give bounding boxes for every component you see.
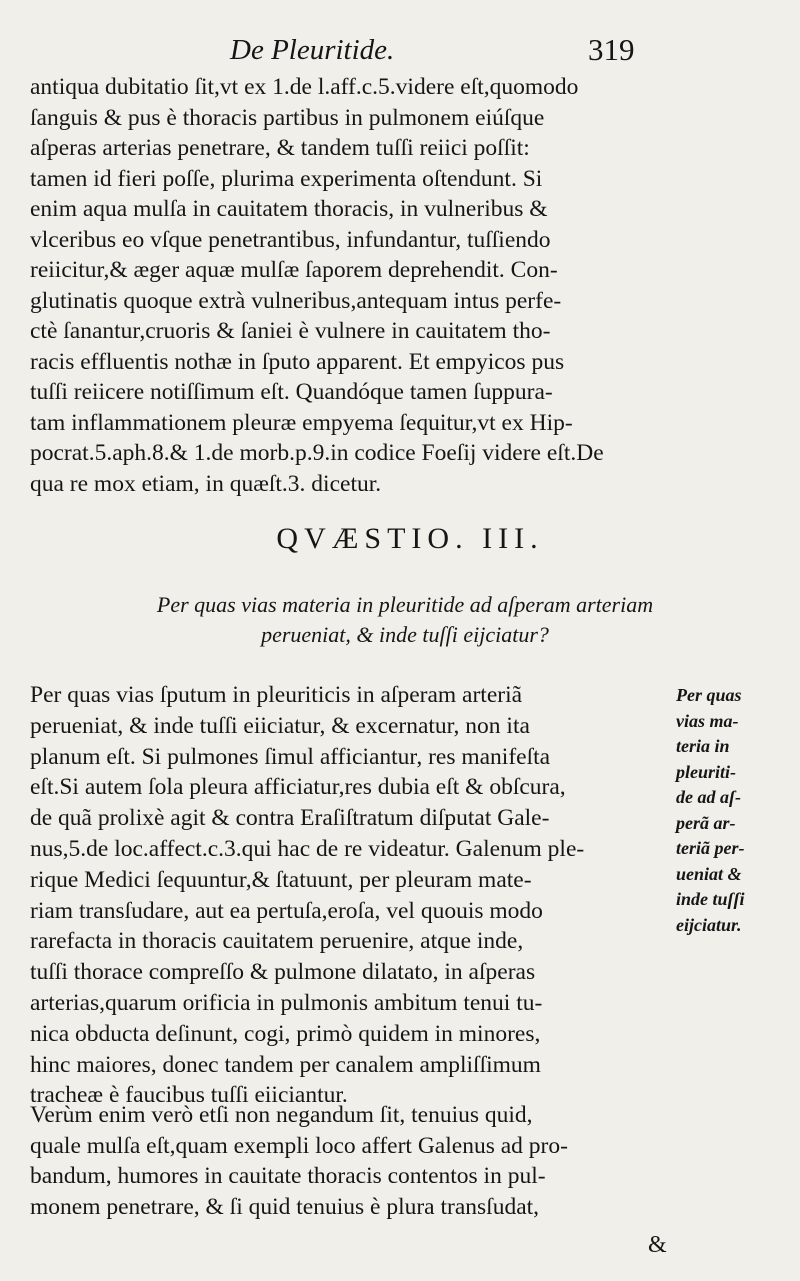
text-line: ſanguis & pus è thoracis partibus in pulmonem eiúſque <box>30 104 545 131</box>
text-line: arterias,quarum orificia in pulmonis ambitum tenui tu- <box>30 989 543 1016</box>
text-line: quale mulſa eſt,quam exempli loco affert Galenus ad pro- <box>30 1132 568 1159</box>
text-line: qua re mox etiam, in quæſt.3. dicetur. <box>30 470 382 497</box>
text-line: de quã prolixè agit & contra Eraſiſtratum diſputat Gale- <box>30 805 550 832</box>
text-line: tam inflammationem pleuræ empyema ſequitur,vt ex Hip- <box>30 409 573 436</box>
text-line: planum eſt. Si pulmones ſimul afficiantur, res manifeſta <box>30 743 551 770</box>
question-subtitle <box>0 590 800 650</box>
text-line: hinc maiores, donec tandem per canalem ampliſſimum <box>30 1051 541 1078</box>
catchword: & <box>648 1232 667 1258</box>
text-line: rarefacta in thoracis cauitatem peruenire, atque inde, <box>30 928 524 955</box>
text-line: racis effluentis nothæ in ſputo apparent. Et empyicos pus <box>30 348 565 375</box>
margin-note-line: pleuriti- <box>676 761 737 782</box>
margin-note-line: inde tuſſi <box>676 889 745 909</box>
text-line: nus,5.de loc.affect.c.3.qui hac de re videatur. Galenum ple- <box>30 835 585 862</box>
text-line: pocrat.5.aph.8.& 1.de morb.p.9.in codice Foeſij videre eſt.De <box>30 440 604 466</box>
margin-note-line: teriã per- <box>676 838 745 858</box>
text-line: aſperas arterias penetrare, & tandem tuſſi reiici poſſit: <box>30 135 530 161</box>
subtitle-line: Per quas vias materia in pleuritide ad aſperam arteriam <box>156 592 654 617</box>
text-line: perueniat, & inde tuſſi eiiciatur, & excernatur, non ita <box>30 712 530 739</box>
text-line: Per quas vias ſputum in pleuriticis in aſperam arteriã <box>30 682 523 708</box>
text-line: tamen id fieri poſſe, plurima experimenta oſtendunt. Si <box>30 165 543 192</box>
text-line: bandum, humores in cauitate thoracis contentos in pul- <box>30 1163 546 1189</box>
margin-note <box>676 683 791 938</box>
margin-note-line: vias ma- <box>676 710 739 731</box>
paragraph-1 <box>30 72 670 499</box>
text-line: riam transſudare, aut ea pertuſa,eroſa, vel quouis modo <box>30 897 543 924</box>
margin-note-line: de ad aſ- <box>676 787 741 807</box>
text-line: antiqua dubitatio ſit,vt ex 1.de l.aff.c.5.videre eſt,quomodo <box>30 74 579 100</box>
question-heading: QVÆSTIO. III. <box>276 522 544 555</box>
margin-note-line: eijciatur. <box>676 914 742 935</box>
margin-note-line: Per quas <box>676 685 742 705</box>
subtitle-line: perueniat, & inde tuſſi eijciatur? <box>261 622 549 647</box>
text-line: Verùm enim verò etſi non negandum ſit, tenuius quid, <box>30 1102 533 1128</box>
paragraph-3 <box>30 1100 670 1222</box>
text-line: tracheæ è faucibus tuſſi eiiciantur. <box>30 1082 348 1109</box>
text-line: ctè ſanantur,cruoris & ſaniei è vulnere in cauitatem tho- <box>30 318 551 344</box>
text-line: eſt.Si autem ſola pleura afficiatur,res dubia eſt & obſcura, <box>30 774 566 801</box>
margin-note-line: perã ar- <box>676 812 736 833</box>
running-title: De Pleuritide. <box>230 34 395 66</box>
page-header <box>0 30 800 70</box>
text-line: rique Medici ſequuntur,& ſtatuunt, per pleuram mate- <box>30 866 532 893</box>
margin-note-line: teria in <box>676 736 730 756</box>
text-line: monem penetrare, & ſi quid tenuius è plura transſudat, <box>30 1193 540 1220</box>
page-number: 319 <box>588 32 635 67</box>
text-line: vlceribus eo vſque penetrantibus, infundantur, tuſſiendo <box>30 226 551 253</box>
text-line: tuſſi thorace compreſſo & pulmone dilatato, in aſperas <box>30 959 536 986</box>
text-line: reiicitur,& æger aquæ mulſæ ſaporem deprehendit. Con- <box>30 257 558 283</box>
text-line: glutinatis quoque extrà vulneribus,antequam intus perfe- <box>30 287 562 314</box>
text-line: enim aqua mulſa in cauitatem thoracis, in vulneribus & <box>30 196 548 222</box>
text-line: nica obducta deſinunt, cogi, primò quidem in minores, <box>30 1020 541 1047</box>
margin-note-line: ueniat & <box>676 863 742 884</box>
text-line: tuſſi reiicere notiſſimum eſt. Quandóque tamen ſuppura- <box>30 379 553 405</box>
paragraph-2 <box>30 680 670 1111</box>
